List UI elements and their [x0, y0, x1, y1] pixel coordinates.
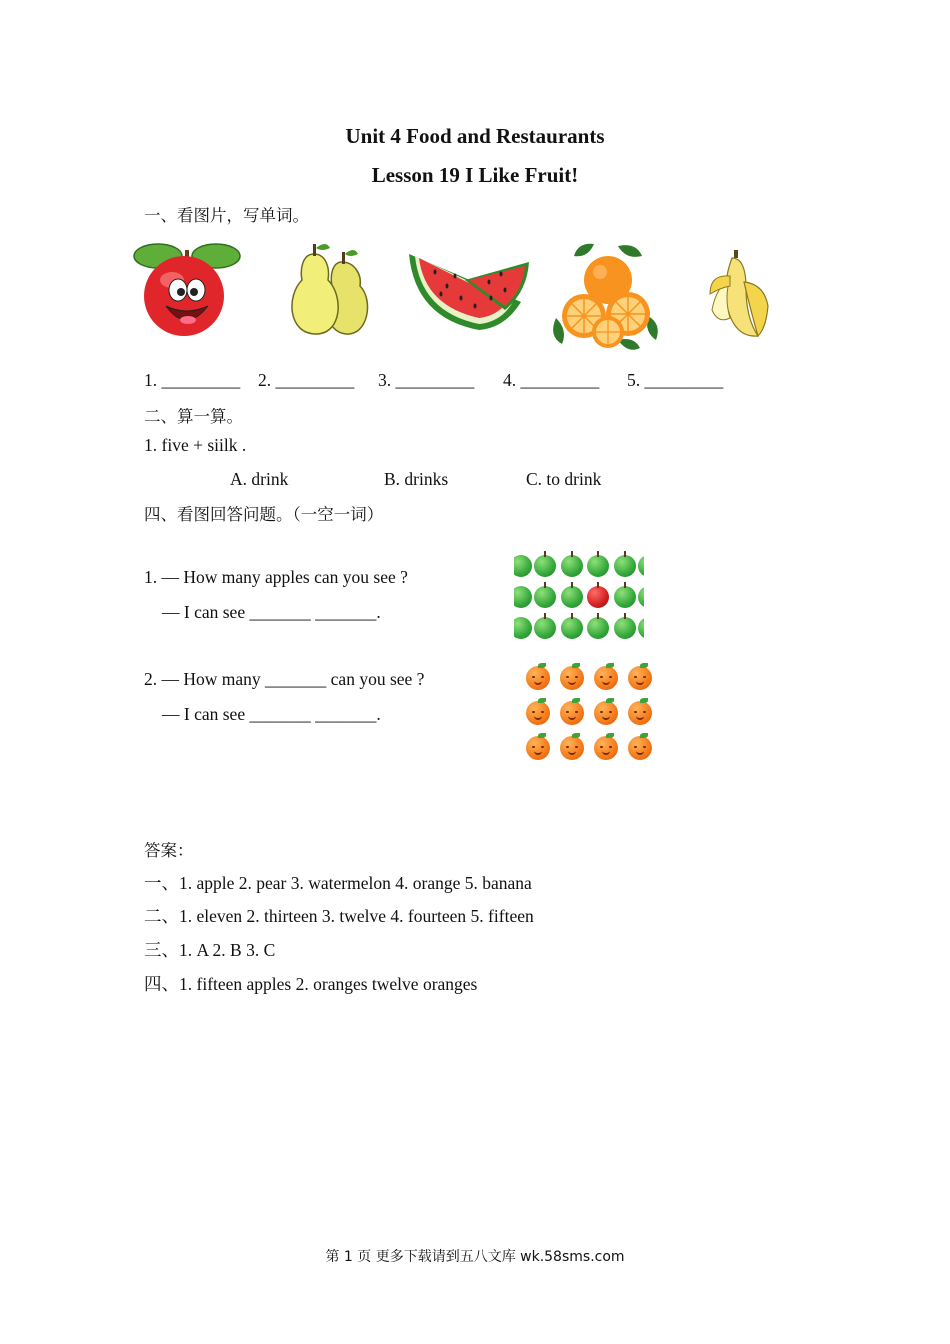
section4-heading: 四、看图回答问题。（一空一词）: [144, 505, 384, 524]
option-b: B. drinks: [384, 469, 449, 489]
apple-image: [128, 240, 246, 340]
pear-image: [280, 240, 372, 338]
option-a: A. drink: [230, 469, 289, 489]
section1-heading: 一、看图片，写单词。: [144, 206, 309, 225]
section2-heading: 二、算一算。: [144, 407, 243, 426]
orange-grid-image: [524, 662, 656, 762]
answer-line-4: 四、1. fifteen apples 2. oranges twelve oranges: [144, 974, 478, 994]
q1-line2: — I can see _______ _______.: [162, 602, 381, 622]
option-c: C. to drink: [526, 469, 602, 489]
answers-heading: 答案：: [144, 841, 194, 860]
blank-2: 2. _________: [258, 370, 355, 390]
blank-1: 1. _________: [144, 370, 241, 390]
answer-line-2: 二、1. eleven 2. thirteen 3. twelve 4. fourteen 5. fifteen: [144, 906, 534, 926]
section2-question: 1. five + siilk .: [144, 435, 247, 455]
page-footer: 第 1 页 更多下载请到五八文库 wk.58sms.com: [325, 1249, 625, 1265]
unit-title: Unit 4 Food and Restaurants: [345, 124, 605, 148]
q2-line2: — I can see _______ _______.: [162, 704, 381, 724]
q2-line1: 2. — How many _______ can you see ?: [144, 669, 425, 689]
blank-5: 5. _________: [627, 370, 724, 390]
blank-3: 3. _________: [378, 370, 475, 390]
answer-line-3: 三、1. A 2. B 3. C: [144, 940, 276, 960]
banana-image: [706, 248, 772, 342]
watermelon-image: [405, 248, 533, 334]
orange-image: [548, 240, 664, 354]
blank-4: 4. _________: [503, 370, 600, 390]
q1-line1: 1. — How many apples can you see ?: [144, 567, 408, 587]
answer-line-1: 一、1. apple 2. pear 3. watermelon 4. orange 5. banana: [144, 873, 532, 893]
apple-grid-image: [514, 551, 644, 641]
lesson-title: Lesson 19 I Like Fruit!: [371, 163, 579, 187]
